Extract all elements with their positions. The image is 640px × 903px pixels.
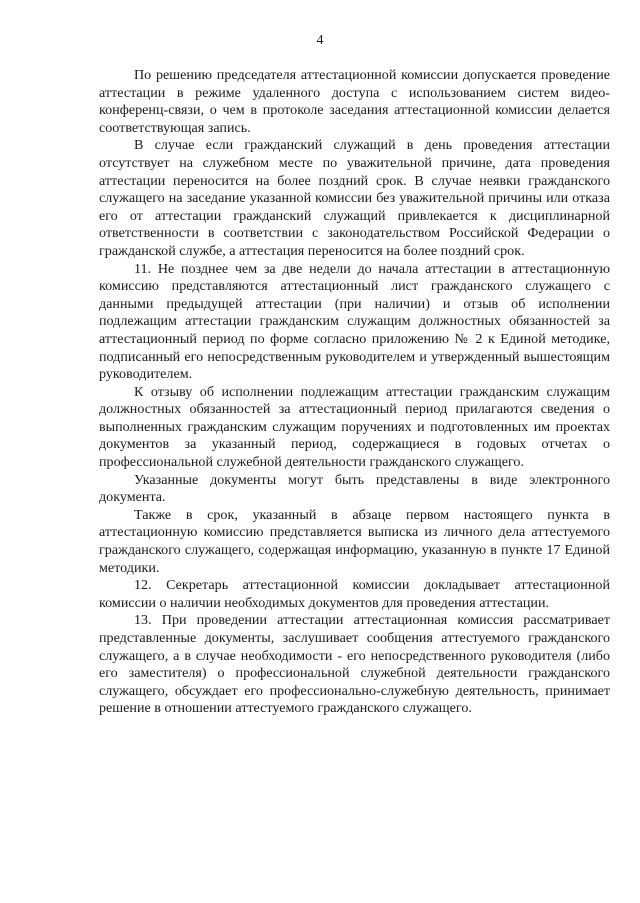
paragraph-remote-attestation: По решению председателя аттестационной комиссии допускается проведение аттестации в режиме удаленного доступа с использованием систем видео-конференц-связи, о чем в протоколе заседания аттестационной комиссии делается соответствующая запись. <box>99 67 610 136</box>
paragraph-review-attachments: К отзыву об исполнении подлежащим аттестации гражданским служащим должностных обязанностей за аттестационный период прилагаются сведения о выполненных гражданским служащим поручениях и подготовленных им проектах документов за указанный период, содержащиеся в годовых отчетах о профессиональной служебной деятельности гражданского служащего. <box>99 383 610 471</box>
paragraph-item-11: 11. Не позднее чем за две недели до начала аттестации в аттестационную комиссию представляются аттестационный лист гражданского служащего с данными предыдущей аттестации (при наличии) и отзыв об исполнении подлежащим аттестации гражданским служащим должностных обязанностей за аттестационный период по форме согласно приложению № 2 к Единой методике, подписанный его непосредственным руководителем и утвержденный вышестоящим руководителем. <box>99 260 610 383</box>
paragraph-item-12: 12. Секретарь аттестационной комиссии докладывает аттестационной комиссии о наличии необходимых документов для проведения аттестации. <box>99 577 610 611</box>
paragraph-electronic-documents: Указанные документы могут быть представлены в виде электронного документа. <box>99 471 610 506</box>
page-number: 4 <box>316 33 324 48</box>
paragraph-personal-file-extract: Также в срок, указанный в абзаце первом настоящего пункта в аттестационную комиссию представляется выписка из личного дела аттестуемого гражданского служащего, содержащая информацию, указанную в пункте 17 Единой методики. <box>99 506 610 576</box>
paragraph-item-13: 13. При проведении аттестации аттестационная комиссия рассматривает представленные документы, заслушивает сообщения аттестуемого гражданского служащего, а в случае необходимости - его непосредственного руководителя (либо его заместителя) о профессиональной служебной деятельности гражданского служащего, обсуждает его профессионально-служебную деятельность, принимает решение в отношении аттестуемого гражданского служащего. <box>99 612 610 717</box>
document-body <box>99 67 610 718</box>
paragraph-absence: В случае если гражданский служащий в день проведения аттестации отсутствует на служебном месте по уважительной причине, дата проведения аттестации переносится на более поздний срок. В случае неявки гражданского служащего на заседание указанной комиссии без уважительной причины или отказа его от аттестации гражданский служащий привлекается к дисциплинарной ответственности в соответствии с законодательством Российской Федерации о гражданской службе, а аттестация переносится на более поздний срок. <box>99 137 610 259</box>
